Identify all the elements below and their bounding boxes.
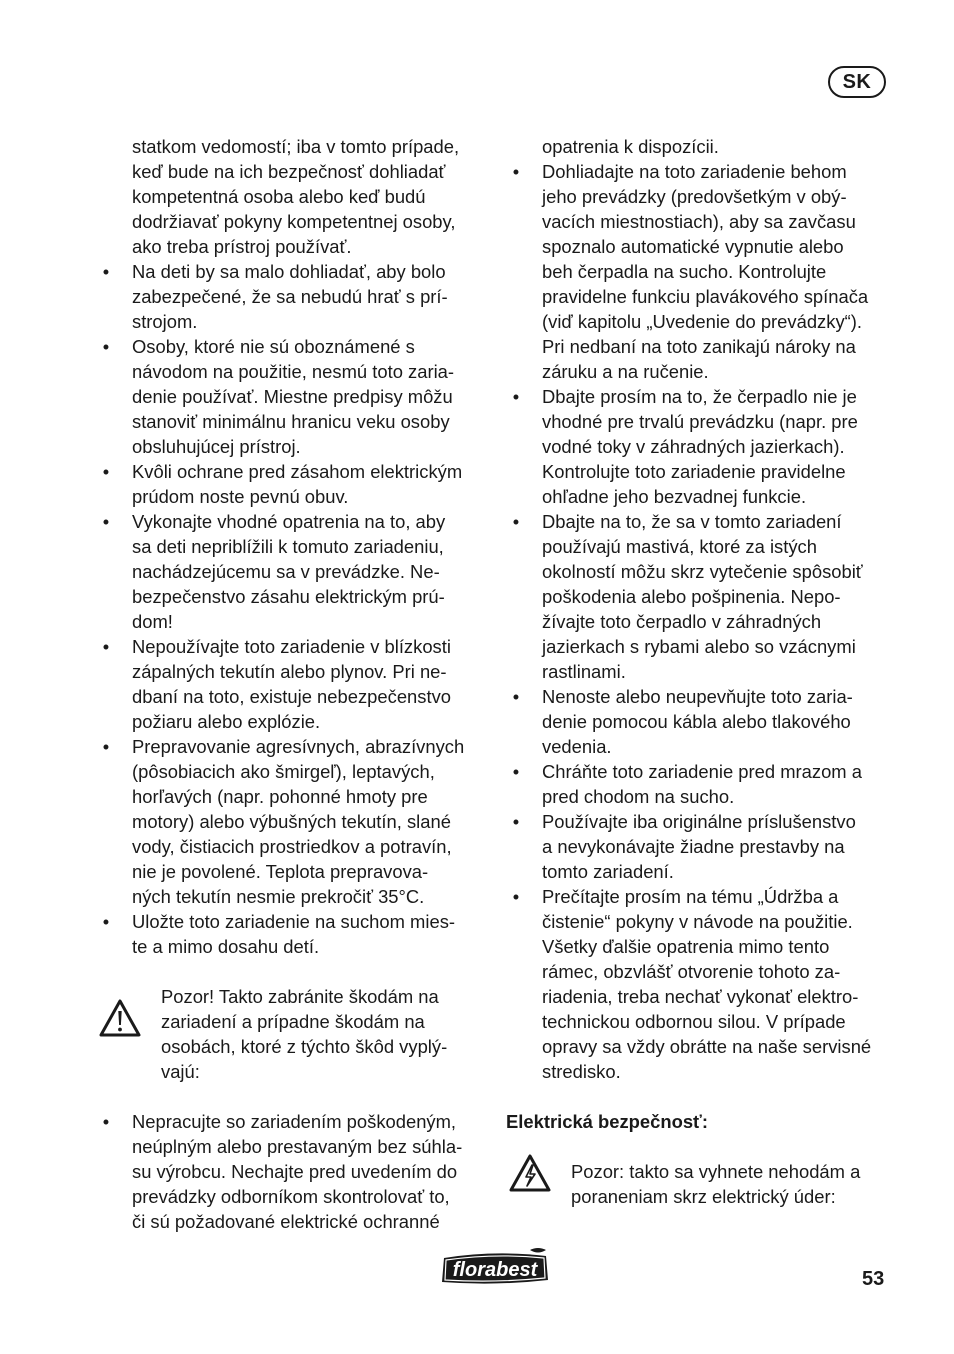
bullet-item [506,759,896,809]
text-line: prevádzky odborníkom skontrolovať to, [132,1186,450,1207]
bullet-icon: • [102,261,110,282]
text-line: návodom na použitie, nesmú toto zaria- [132,361,455,382]
text-line: Nenoste alebo neupevňujte toto zaria- [542,686,853,707]
text-line: ohľadne jeho bezvadnej funkcie. [542,486,807,507]
bullet-icon: • [102,736,110,757]
bullet-icon: • [102,636,110,657]
text-line: vodné toky v záhradných jazierkach). [542,436,845,457]
text-line: bezpečenstvo zásahu elektrickým prú- [132,586,445,607]
left-intro-paragraph [96,134,486,259]
text-line: Uložte toto zariadenie na suchom mies- [132,911,456,932]
bullet-icon: • [102,336,110,357]
text-line: dodržiavať pokyny kompetentnej osoby, [132,211,456,232]
text-line: riadenia, treba nechať vykonať elektro- [542,986,859,1007]
text-line: pravidelne funkciu plavákového spínača [542,286,869,307]
text-line: zariadení a prípadne škodám na [161,1011,425,1032]
text-line: či sú požadované elektrické ochranné [132,1211,440,1232]
text-line: poškodenia alebo pošpinenia. Nepo- [542,586,841,607]
text-line: okolností môžu skrz vytečenie spôsobiť [542,561,863,582]
text-line: čistenie“ pokyny v návode na použitie. [542,911,853,932]
text-line: Chráňte toto zariadenie pred mrazom a [542,761,862,782]
bullet-item [506,159,896,384]
text-line: (pôsobiacich ako šmirgeľ), leptavých, [132,761,435,782]
text-line: rastlinami. [542,661,626,682]
text-line: Vykonajte vhodné opatrenia na to, aby [132,511,446,532]
text-line: osobách, ktoré z týchto škôd vyplý- [161,1036,448,1057]
text-line: poraneniam skrz elektrický úder: [571,1186,836,1207]
text-line: Pozor: takto sa vyhnete nehodám a [571,1161,861,1182]
text-line: nie je povolené. Teplota prepravova- [132,861,429,882]
section-heading: Elektrická bezpečnosť: [506,1111,708,1132]
text-line: technickou odbornou silou. V prípade [542,1011,846,1032]
text-line: Používajte iba originálne príslušenstvo [542,811,856,832]
bullet-icon: • [102,461,110,482]
electric-shock-warning-icon [508,1153,552,1193]
text-line: opravy sa vždy obrátte na naše servisné [542,1036,872,1057]
spacer [96,1084,486,1109]
spacer [506,1084,896,1109]
text-line: prúdom noste pevnú obuv. [132,486,349,507]
text-line: pred chodom na sucho. [542,786,735,807]
text-line: Prepravovanie agresívnych, abrazívnych [132,736,465,757]
bullet-item [506,809,896,884]
bullet-icon: • [512,161,520,182]
text-line: su výrobcu. Nechajte pred uvedením do [132,1161,458,1182]
text-line: stredisko. [542,1061,621,1082]
text-line: Kontrolujte toto zariadenie pravidelne [542,461,846,482]
text-line: Všetky ďalšie opatrenia mimo tento [542,936,830,957]
text-line: zabezpečené, že sa nebudú hrať s prí- [132,286,448,307]
bullet-icon: • [512,511,520,532]
text-line: rámec, obzvlášť otvorenie tohoto za- [542,961,841,982]
text-line: horľavých (napr. pohonné hmoty pre [132,786,428,807]
text-line: dom! [132,611,173,632]
bullet-item [96,734,486,909]
text-line: Dbajte na to, že sa v tomto zariadení [542,511,842,532]
brand-logo [438,1246,552,1288]
bullet-item [506,509,896,684]
right-intro-paragraph [506,134,896,159]
text-line: neúplným alebo prestavaným bez súhla- [132,1136,463,1157]
warning-block [96,984,486,1084]
text-line: zápalných tekutín alebo plynov. Pri ne- [132,661,447,682]
bullet-item [506,884,896,1084]
bullet-icon: • [102,511,110,532]
language-code: SK [842,70,872,93]
text-line: záruku a na ručenie. [542,361,709,382]
warning-block [506,1159,896,1209]
text-line: (viď kapitolu „Uvedenie do prevádzky“). [542,311,862,332]
text-line: Osoby, ktoré nie sú oboznámené s [132,336,415,357]
text-line: nachádzejúcemu sa v prevádzke. Ne- [132,561,440,582]
text-line: Prečítajte prosím na tému „Údržba a [542,886,839,907]
text-line: statkom vedomostí; iba v tomto prípade, [132,136,460,157]
text-line: ných tekutín nesmie prekročiť 35°C. [132,886,425,907]
text-line: a nevykonávajte žiadne prestavby na [542,836,845,857]
text-line: keď bude na ich bezpečnosť dohliadať [132,161,446,182]
bullet-item [96,259,486,334]
text-line: vacích miestnostiach), aby sa zavčasu [542,211,856,232]
text-line: Pri nedbaní na toto zanikajú nároky na [542,336,856,357]
text-line: spoznalo automatické vypnutie alebo [542,236,844,257]
text-line: žívajte toto čerpadlo v záhradných [542,611,822,632]
text-line: Na deti by sa malo dohliadať, aby bolo [132,261,446,282]
text-line: denie používať. Miestne predpisy môžu [132,386,453,407]
bullet-icon: • [512,386,520,407]
text-line: Pozor! Takto zabránite škodám na [161,986,439,1007]
bullet-icon: • [512,761,520,782]
text-line: Nepracujte so zariadením poškodeným, [132,1111,457,1132]
bullet-item [96,1109,486,1234]
text-line: beh čerpadla na sucho. Kontrolujte [542,261,827,282]
text-line: Dbajte prosím na to, že čerpadlo nie je [542,386,857,407]
text-line: Dohliadajte na toto zariadenie behom [542,161,847,182]
language-badge [828,66,886,98]
bullet-icon: • [102,911,110,932]
text-line: Kvôli ochrane pred zásahom elektrickým [132,461,463,482]
bullet-item [96,459,486,509]
text-line: vedenia. [542,736,612,757]
text-line: motory) alebo výbušných tekutín, slané [132,811,451,832]
page-number: 53 [862,1268,885,1290]
brand-logo-text: florabest [452,1259,538,1281]
text-line: tomto zariadení. [542,861,674,882]
bullet-icon: • [102,1111,110,1132]
text-line: jazierkach s rybami alebo so vzácnymi [542,636,856,657]
text-line: opatrenia k dispozícii. [542,136,719,157]
text-line: denie pomocou kábla alebo tlakového [542,711,851,732]
bullet-item [506,384,896,509]
bullet-item [506,684,896,759]
right-column [506,134,896,1209]
text-line: obsluhujúcej prístroj. [132,436,301,457]
exclamation-warning-icon [98,998,142,1038]
bullet-item [96,909,486,959]
text-line: kompetentná osoba alebo keď budú [132,186,426,207]
text-line: vhodné pre trvalú prevádzku (napr. pre [542,411,858,432]
text-line: vody, čistiacich prostriedkov a potravín, [132,836,452,857]
bullet-icon: • [512,811,520,832]
text-line: sa deti nepriblížili k tomuto zariadeniu, [132,536,444,557]
text-line: Nepoužívajte toto zariadenie v blízkosti [132,636,451,657]
bullet-item [96,634,486,734]
bullet-icon: • [512,886,520,907]
text-line: te a mimo dosahu detí. [132,936,320,957]
text-line: strojom. [132,311,198,332]
left-column [96,134,486,1234]
text-line: požiaru alebo explózie. [132,711,321,732]
bullet-item [96,509,486,634]
text-line: používajú mastivá, ktoré za istých [542,536,817,557]
bullet-item [96,334,486,459]
text-line: stanoviť minimálnu hranicu veku osoby [132,411,450,432]
text-line: dbaní na toto, existuje nebezpečenstvo [132,686,451,707]
text-line: vajú: [161,1061,200,1082]
text-line: ako treba prístroj používať. [132,236,352,257]
bullet-icon: • [512,686,520,707]
text-line: jeho prevádzky (predovšetkým v obý- [542,186,847,207]
